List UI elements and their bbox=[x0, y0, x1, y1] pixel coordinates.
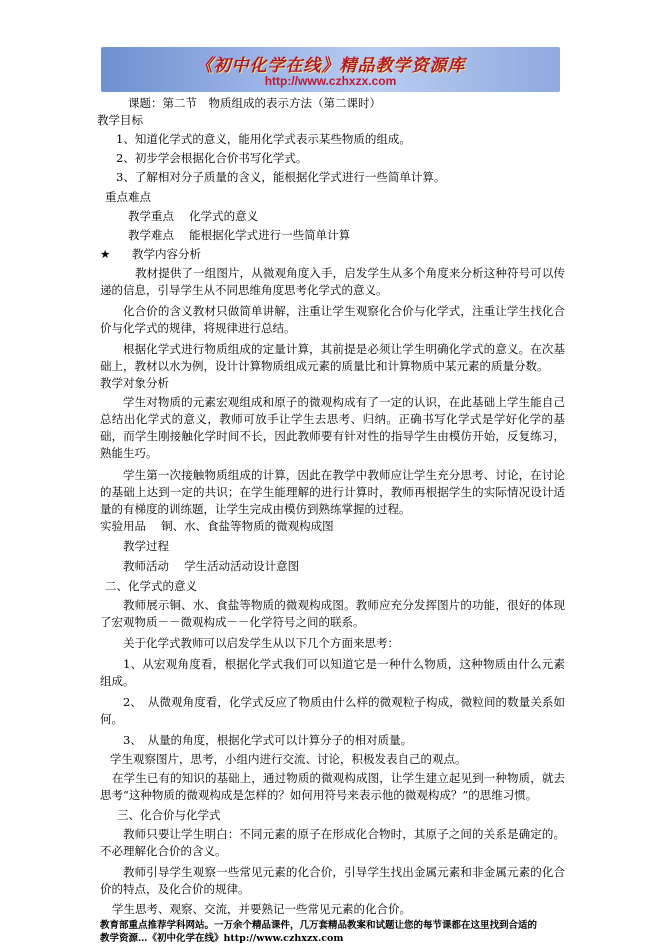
paragraph: 根据化学式进行物质组成的定量计算，其前提是必须让学生明确化学式的意义。在次基础上，教材以水为例，设计计算物质组成元素的质量比和计算物质中某元素的质量分数。 bbox=[100, 342, 565, 373]
content-heading: 教学内容分析 bbox=[132, 247, 201, 261]
goals-heading: 教学目标 bbox=[97, 113, 143, 127]
course-title: 课题：第二节 物质组成的表示方法（第二课时） bbox=[128, 96, 381, 110]
paragraph: 化合价的含义教材只做简单讲解，注重让学生观察化合价与化学式，注重让学生找化合价与化学式的规律，将规律进行总结。 bbox=[100, 304, 565, 335]
paragraph: 教师只要让学生明白：不同元素的原子在形成化合物时，其原子之间的关系是确定的。不必理解化合价的含义。 bbox=[100, 827, 565, 858]
paragraph: 在学生已有的知识的基础上，通过物质的微观构成图，让学生建立起见到一种物质，就去思考“这种物质的微观构成是怎样的？如何用符号来表示他的微观构成？”的思维习惯。 bbox=[100, 771, 565, 802]
paragraph: 学生对物质的元素宏观组成和原子的微观构成有了一定的认识，在此基础上学生能自己总结出化学式的意义，教师可放手让学生去思考、归纳。正确书写化学式是学好化学的基础，而学生刚接触化学时间不长，因此教师要有针对性的指导学生由模仿开始，反复练习，熟能生巧。 bbox=[100, 395, 565, 460]
section-heading: 二、化学式的意义 bbox=[105, 579, 197, 593]
star-icon: ★ bbox=[100, 247, 111, 261]
goal-item: 3、了解相对分子质量的含义，能根据化学式进行一些简单计算。 bbox=[116, 170, 446, 184]
footer-text: 教学资源…《初中化学在线》http://www.czhxzx.com bbox=[100, 933, 344, 944]
paragraph: 教师展示铜、水、食盐等物质的微观构成图。教师应充分发挥图片的功能，很好的体现了宏观物质－－微观构成－－化学符号之间的联系。 bbox=[100, 598, 565, 629]
lesson-document bbox=[97, 95, 565, 945]
materials-line: 实验用品 铜、水、食盐等物质的微观构成图 bbox=[100, 519, 334, 533]
key-difficulty-heading: 重点难点 bbox=[105, 190, 151, 204]
difficult-point: 教学难点 能根据化学式进行一些简单计算 bbox=[128, 228, 351, 242]
paragraph: 教师引导学生观察一些常见元素的化合价，引导学生找出金属元素和非金属元素的化合价的特点，及化合价的规律。 bbox=[100, 865, 565, 896]
section-heading: 三、化合价与化学式 bbox=[117, 808, 221, 822]
content-analysis-row bbox=[100, 246, 565, 263]
goal-item: 2、初步学会根据化合价书写化学式。 bbox=[116, 151, 308, 165]
paragraph: 3、 从量的角度，根据化学式可以计算分子的相对质量。 bbox=[123, 733, 413, 747]
footer-text: 教育部重点推荐学科网站。一万余个精品课件，几万套精品教案和试题让您的每节课都在这里找到合适的 bbox=[100, 920, 538, 931]
header-banner bbox=[101, 47, 560, 92]
paragraph: 学生观察图片，思考，小组内进行交流、讨论，积极发表自己的观点。 bbox=[110, 752, 467, 766]
paragraph: 关于化学式教师可以启发学生从以下几个方面来思考： bbox=[123, 636, 399, 650]
key-point: 教学重点 化学式的意义 bbox=[128, 209, 259, 223]
paragraph: 2、 从微观角度看，化学式反应了物质由什么样的微观粒子构成，微粒间的数量关系如何。 bbox=[100, 695, 565, 726]
object-heading: 教学对象分析 bbox=[100, 376, 169, 390]
process-columns: 教师活动 学生活动活动设计意图 bbox=[123, 559, 300, 573]
banner-title: 《初中化学在线》精品教学资源库 bbox=[195, 56, 466, 76]
paragraph: 1、从宏观角度看，根据化学式我们可以知道它是一种什么物质，这种物质由什么元素组成。 bbox=[100, 657, 565, 688]
paragraph: 教材提供了一组图片，从微观角度入手，启发学生从多个角度来分析这种符号可以传递的信息，引导学生从不同思维角度思考化学式的意义。 bbox=[100, 266, 565, 297]
banner-url-link[interactable]: http://www.czhxzx.com bbox=[264, 74, 397, 88]
paragraph: 学生第一次接触物质组成的计算，因此在教学中教师应让学生充分思考、讨论，在讨论的基础上达到一定的共识；在学生能理解的进行计算时，教师再根据学生的实际情况设计适量的有梯度的训练题，让学生完成由模仿到熟练掌握的过程。 bbox=[100, 468, 565, 516]
goal-item: 1、知道化学式的意义，能用化学式表示某些物质的组成。 bbox=[116, 132, 411, 146]
paragraph: 学生思考、观察、交流，并要熟记一些常见元素的化合价。 bbox=[112, 902, 411, 916]
process-heading: 教学过程 bbox=[123, 539, 169, 553]
